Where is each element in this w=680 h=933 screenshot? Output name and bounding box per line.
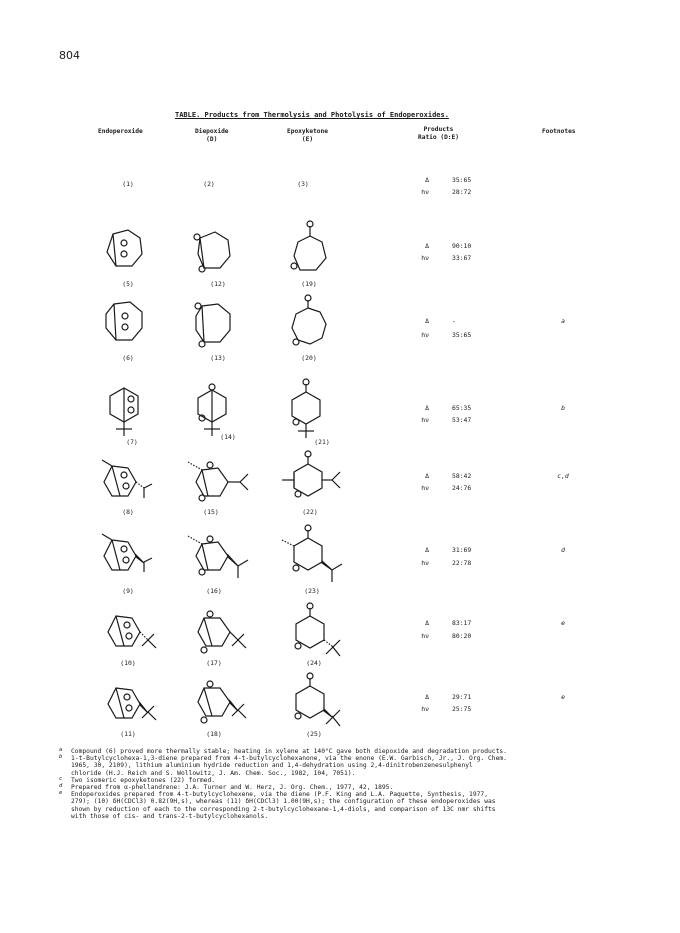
photolysis-ratio: 35:65	[452, 331, 472, 339]
header-endoperoxide: Endoperoxide	[98, 128, 143, 135]
thermolysis-symbol: Δ	[425, 404, 429, 412]
photolysis-ratio: 28:72	[452, 188, 472, 196]
photolysis-symbol: hν	[421, 188, 429, 196]
epoxyketone-structure-24	[286, 604, 346, 664]
photolysis-symbol: hν	[421, 416, 429, 424]
photolysis-ratio: 80:20	[452, 632, 472, 640]
thermolysis-ratio: 35:65	[452, 176, 472, 184]
diepoxide-structure-14	[192, 384, 238, 440]
diepoxide-label: (17)	[206, 659, 222, 667]
footnote-ref: a	[561, 317, 565, 325]
diepoxide-label: (2)	[203, 180, 215, 188]
header-epoxyketone: Epoxyketone (E)	[287, 128, 328, 143]
footnote-ref: e	[561, 693, 565, 701]
epoxyketone-label: (20)	[301, 354, 317, 362]
epoxyketone-structure-21	[286, 380, 332, 440]
photolysis-ratio: 24:76	[452, 484, 472, 492]
endoperoxide-structure-5	[100, 226, 150, 276]
endoperoxide-label: (7)	[126, 438, 138, 446]
photolysis-symbol: hν	[421, 632, 429, 640]
diepoxide-structure-17	[194, 610, 250, 662]
thermolysis-symbol: Δ	[425, 619, 429, 627]
thermolysis-symbol: Δ	[425, 176, 429, 184]
epoxyketone-label: (21)	[314, 438, 330, 446]
endoperoxide-structure-6	[100, 298, 150, 348]
endoperoxide-label: (6)	[122, 354, 134, 362]
header-products-ratio: Products Ratio (D:E)	[418, 126, 459, 141]
header-footnotes: Footnotes	[542, 128, 576, 135]
epoxyketone-structure-19	[284, 222, 334, 278]
photolysis-symbol: hν	[421, 331, 429, 339]
footnote-c: c Two isomeric epoxyketones (22) formed.	[59, 775, 216, 784]
epoxyketone-label: (19)	[301, 280, 317, 288]
diepoxide-structure-12	[190, 228, 240, 278]
epoxyketone-label: (24)	[306, 659, 322, 667]
photolysis-ratio: 53:47	[452, 416, 472, 424]
diepoxide-structure-18	[194, 680, 250, 732]
endoperoxide-structure-8	[96, 458, 156, 508]
thermolysis-ratio: 29:71	[452, 693, 472, 701]
thermolysis-ratio: 58:42	[452, 472, 472, 480]
epoxyketone-label: (25)	[306, 730, 322, 738]
endoperoxide-label: (10)	[120, 659, 136, 667]
page-number: 804	[59, 49, 80, 62]
epoxyketone-label: (23)	[304, 587, 320, 595]
endoperoxide-label: (5)	[122, 280, 134, 288]
thermolysis-symbol: Δ	[425, 472, 429, 480]
footnote-a: a Compound (6) proved more thermally stable; heating in xylene at 140°C gave both diepoxide and degradation products.	[59, 747, 507, 755]
diepoxide-label: (18)	[206, 730, 222, 738]
footnote-d: d Prepared from α-phellandrene: J.A. Turner and W. Herz, J. Org. Chem., 1977, 42, 1895.	[59, 783, 394, 792]
thermolysis-symbol: Δ	[425, 546, 429, 554]
thermolysis-symbol: Δ	[425, 317, 429, 325]
photolysis-symbol: hν	[421, 254, 429, 262]
thermolysis-ratio: 31:69	[452, 546, 472, 554]
diepoxide-label: (14)	[220, 433, 236, 441]
footnote-ref: b	[561, 404, 565, 412]
footnote-ref: e	[561, 619, 565, 627]
thermolysis-ratio: 83:17	[452, 619, 472, 627]
thermolysis-symbol: Δ	[425, 242, 429, 250]
diepoxide-structure-16	[184, 530, 256, 582]
endoperoxide-label: (1)	[122, 180, 134, 188]
thermolysis-ratio: 90:10	[452, 242, 472, 250]
thermolysis-ratio: -	[452, 317, 456, 325]
diepoxide-structure-15	[184, 458, 256, 508]
diepoxide-label: (12)	[210, 280, 226, 288]
epoxyketone-structure-23	[280, 526, 350, 586]
footnote-ref: c,d	[557, 472, 569, 480]
endoperoxide-structure-7	[104, 384, 150, 440]
photolysis-ratio: 33:67	[452, 254, 472, 262]
diepoxide-label: (15)	[203, 508, 219, 516]
endoperoxide-structure-11	[104, 682, 160, 732]
epoxyketone-structure-25	[286, 674, 346, 734]
photolysis-ratio: 22:78	[452, 559, 472, 567]
photolysis-symbol: hν	[421, 484, 429, 492]
table-title: TABLE. Products from Thermolysis and Photolysis of Endoperoxides.	[175, 111, 449, 119]
footnote-b: b 1-t-Butylcyclohexa-1,3-diene prepared from 4-t-butylcyclohexanone, via the enone (E.W. Garbisch, Jr., J. Org. Chem. 1965, 30, 2109), lithium aluminium hydride reduction and 1,4-dehydration using 2,4-dinitrobenzenesulphenyl chloride (H.J. Reich and S. Wollowitz, J. Am. Chem. Soc., 1982, 104, 7051).	[59, 754, 507, 777]
epoxyketone-label: (3)	[297, 180, 309, 188]
footnote-e: e Endoperoxides prepared from 4-t-butylcyclohexene, via the diene (P.F. King and L.A. Paquette, Synthesis, 1977, 279); (10) δH(CDCl3) 0.82(9H,s), whereas (11) δH(CDCl3) 1.00(9H,s); the configuration of these endoperoxides was shown by reduction of each to the corresponding 2-t-butylcyclohexane-1,4-diols, and comparison of 13C nmr shifts with those of cis- and trans-2-t-butylcyclohexanols.	[59, 790, 496, 820]
thermolysis-symbol: Δ	[425, 693, 429, 701]
epoxyketone-label: (22)	[302, 508, 318, 516]
footnote-ref: d	[561, 546, 565, 554]
diepoxide-structure-13	[190, 300, 240, 350]
diepoxide-label: (16)	[206, 587, 222, 595]
endoperoxide-structure-9	[96, 532, 156, 582]
photolysis-symbol: hν	[421, 559, 429, 567]
endoperoxide-label: (8)	[122, 508, 134, 516]
endoperoxide-label: (11)	[120, 730, 136, 738]
photolysis-symbol: hν	[421, 705, 429, 713]
thermolysis-ratio: 65:35	[452, 404, 472, 412]
endoperoxide-label: (9)	[122, 587, 134, 595]
footnotes	[59, 748, 659, 820]
header-diepoxide: Diepoxide (D)	[195, 128, 229, 143]
photolysis-ratio: 25:75	[452, 705, 472, 713]
epoxyketone-structure-20	[284, 296, 334, 352]
epoxyketone-structure-22	[278, 452, 348, 512]
endoperoxide-structure-10	[104, 610, 160, 660]
diepoxide-label: (13)	[210, 354, 226, 362]
